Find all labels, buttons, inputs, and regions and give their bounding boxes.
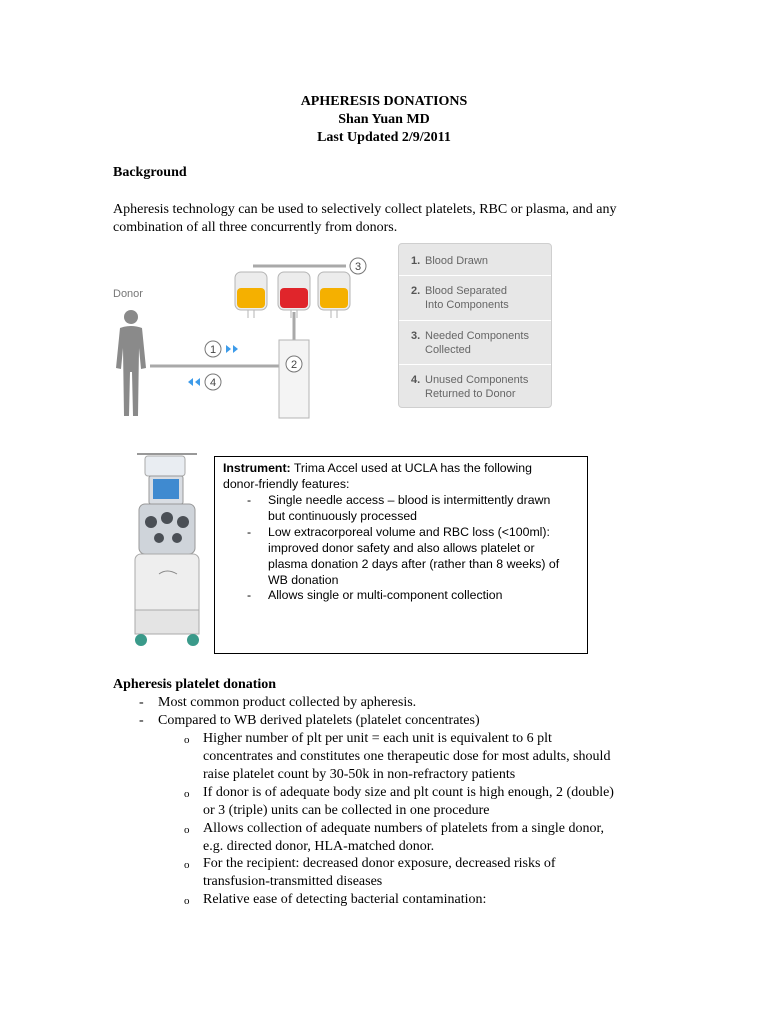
step-4-number: 4. (411, 374, 421, 386)
instrument-bullet-1-line-2: but continuously processed (268, 509, 418, 523)
step-3-number: 3. (411, 330, 421, 342)
sub-item-3-line-1: Allows collection of adequate numbers of platelets from a single donor, (203, 821, 605, 836)
apheresis-process-diagram (108, 250, 398, 422)
instrument-bullet-marker-2: - (247, 525, 252, 539)
o-bullet-5: o (184, 895, 190, 907)
o-bullet-3: o (184, 824, 190, 836)
arrow-left-icon (188, 378, 200, 386)
instrument-bullet-marker-1: - (247, 493, 252, 507)
instrument-bullet-marker-3: - (247, 588, 252, 602)
background-paragraph-line-2: combination of all three concurrently from donors. (113, 220, 398, 235)
step-2-number: 2. (411, 285, 421, 297)
trima-accel-machine-image (125, 450, 210, 655)
separator-machine (279, 340, 309, 418)
marker-3: 3 (354, 261, 362, 273)
instrument-intro-text: Trima Accel used at UCLA has the following (293, 461, 532, 475)
dash-marker-2: - (139, 713, 144, 728)
instrument-bullet-3-line-1: Allows single or multi-component collection (268, 588, 503, 602)
step-3-label-line-1: Needed Components (425, 330, 529, 342)
sub-item-1-line-3: raise platelet count by 30-50k in non-refractory patients (203, 767, 516, 782)
sub-item-1-line-2: concentrates and constitutes one therapeutic dose for most adults, should (203, 749, 611, 764)
bag-right-fill (320, 288, 348, 308)
background-heading: Background (113, 165, 187, 180)
sub-item-4-line-2: transfusion-transmitted diseases (203, 874, 383, 889)
instrument-bullet-2-line-4: WB donation (268, 573, 339, 587)
collection-bags (235, 272, 350, 318)
platelet-item-1: Most common product collected by apheresis. (158, 695, 417, 710)
document-date: Last Updated 2/9/2011 (317, 130, 451, 145)
bag-middle-fill (280, 288, 308, 308)
step-4-label-line-2: Returned to Donor (425, 388, 516, 400)
o-bullet-4: o (184, 859, 190, 871)
sub-item-3-line-2: e.g. directed donor, HLA-matched donor. (203, 839, 435, 854)
platelet-item-2: Compared to WB derived platelets (platelet concentrates) (158, 713, 480, 728)
document-title: APHERESIS DONATIONS (300, 94, 468, 109)
donor-silhouette-icon (116, 310, 146, 416)
o-bullet-1: o (184, 734, 190, 746)
donor-label: Donor (113, 288, 143, 300)
marker-4: 4 (209, 377, 217, 389)
instrument-intro-line-2: donor-friendly features: (223, 477, 350, 491)
background-paragraph-line-1: Apheresis technology can be used to selectively collect platelets, RBC or plasma, and any (113, 202, 617, 217)
document-author: Shan Yuan MD (338, 112, 430, 127)
instrument-intro (223, 461, 583, 477)
arrow-right-icon (226, 345, 238, 353)
step-1-number: 1. (411, 255, 421, 267)
step-1-label: Blood Drawn (425, 255, 488, 267)
instrument-bullet-1-line-1: Single needle access – blood is intermittently drawn (268, 493, 551, 507)
step-2-label-line-2: Into Components (425, 299, 509, 311)
bag-left-fill (237, 288, 265, 308)
instrument-bullet-2-line-1: Low extracorporeal volume and RBC loss (<100ml): (268, 525, 550, 539)
marker-2: 2 (290, 359, 298, 371)
step-3-label-line-2: Collected (425, 344, 471, 356)
sub-item-2-line-1: If donor is of adequate body size and plt count is high enough, 2 (double) (203, 785, 614, 800)
o-bullet-2: o (184, 788, 190, 800)
step-4-label-line-1: Unused Components (425, 374, 529, 386)
instrument-bullet-2-line-2: improved donor safety and also allows platelet or (268, 541, 535, 555)
sub-item-1-line-1: Higher number of plt per unit = each unit is equivalent to 6 plt (203, 731, 552, 746)
instrument-label: Instrument: (223, 461, 291, 475)
marker-1: 1 (209, 344, 217, 356)
step-2-label-line-1: Blood Separated (425, 285, 507, 297)
dash-marker-1: - (139, 695, 144, 710)
sub-item-2-line-2: or 3 (triple) units can be collected in one procedure (203, 803, 490, 818)
platelet-heading: Apheresis platelet donation (113, 677, 277, 692)
instrument-bullet-2-line-3: plasma donation 2 days after (rather than 8 weeks) of (268, 557, 560, 571)
machine-screen (153, 479, 179, 499)
sub-item-5-line-1: Relative ease of detecting bacterial contamination: (203, 892, 487, 907)
process-steps-panel (398, 243, 552, 408)
sub-item-4-line-1: For the recipient: decreased donor exposure, decreased risks of (203, 856, 556, 871)
